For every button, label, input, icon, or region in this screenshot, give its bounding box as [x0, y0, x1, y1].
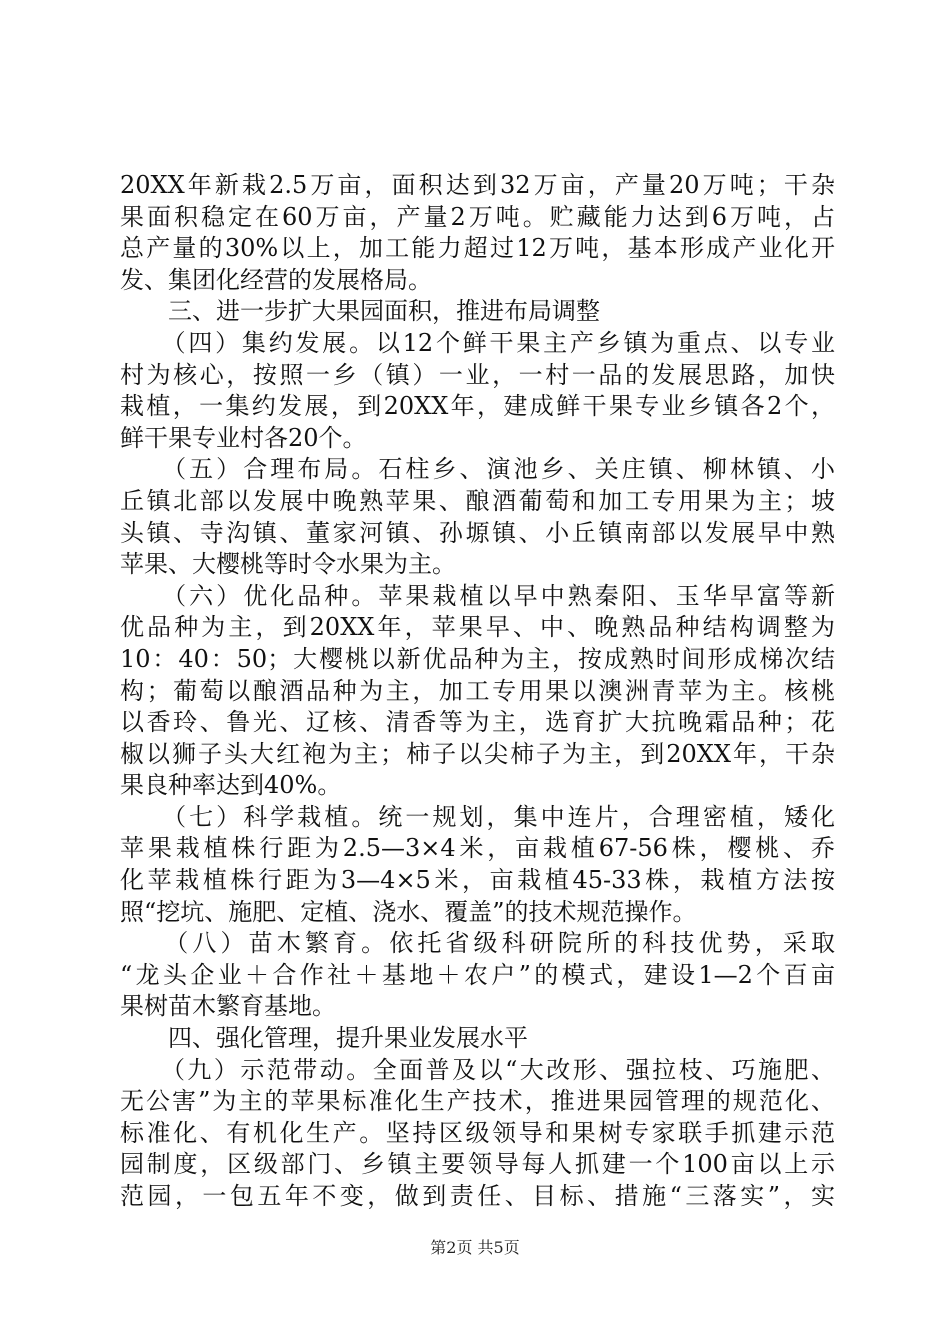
text-line: 无公害”为主的苹果标准化生产技术，推进果园管理的规范化、	[120, 1087, 835, 1116]
text-line: 化苹栽植株行距为3—4×5米，亩栽植45-33株，栽植方法按	[120, 866, 835, 895]
text-line: （四）集约发展。以12个鲜干果主产乡镇为重点、以专业	[120, 328, 835, 357]
section-heading: 四、强化管理，提升果业发展水平	[120, 1024, 528, 1053]
text-line: 园制度，区级部门、乡镇主要领导每人抓建一个100亩以上示	[120, 1150, 835, 1179]
text-line: （八）苗木繁育。依托省级科研院所的科技优势，采取	[120, 929, 835, 958]
text-line: 苹果栽植株行距为2.5—3×4米，亩栽植67-56株，樱桃、乔	[120, 834, 835, 863]
text-line: 果良种率达到40%。	[120, 771, 342, 800]
text-line: 标准化、有机化生产。坚持区级领导和果树专家联手抓建示范	[120, 1118, 835, 1147]
text-line: 照“挖坑、施肥、定植、浇水、覆盖”的技术规范操作。	[120, 897, 697, 926]
text-line: 发、集团化经营的发展格局。	[120, 265, 432, 294]
text-line: 头镇、寺沟镇、董家河镇、孙塬镇、小丘镇南部以发展早中熟	[120, 518, 835, 547]
text-line: 优品种为主，到20XX年，苹果早、中、晚熟品种结构调整为	[120, 613, 835, 642]
text-line: 栽植，一集约发展，到20XX年，建成鲜干果专业乡镇各2个，	[120, 392, 835, 421]
text-line: 10：40：50；大樱桃以新优品种为主，按成熟时间形成梯次结	[120, 644, 835, 673]
text-line: 椒以狮子头大红袍为主；柿子以尖柿子为主，到20XX年，干杂	[120, 739, 835, 768]
text-line: （六）优化品种。苹果栽植以早中熟秦阳、玉华早富等新	[120, 581, 835, 610]
text-line: 果树苗木繁育基地。	[120, 992, 336, 1021]
text-line: 丘镇北部以发展中晚熟苹果、酿酒葡萄和加工专用果为主；坡	[120, 486, 835, 515]
text-line: 果面积稳定在60万亩，产量2万吨。贮藏能力达到6万吨，占	[120, 202, 835, 231]
text-line: “龙头企业＋合作社＋基地＋农户”的模式，建设1—2个百亩	[120, 960, 835, 989]
text-line: 村为核心，按照一乡（镇）一业，一村一品的发展思路，加快	[120, 360, 835, 389]
text-line: 总产量的30%以上，加工能力超过12万吨，基本形成产业化开	[120, 234, 835, 263]
section-heading: 三、进一步扩大果园面积，推进布局调整	[120, 297, 600, 326]
page-number-footer: 第2页 共5页	[430, 1238, 520, 1257]
text-line: 苹果、大樱桃等时令水果为主。	[120, 550, 456, 579]
text-line: （九）示范带动。全面普及以“大改形、强拉枝、巧施肥、	[120, 1055, 835, 1084]
text-line: （七）科学栽植。统一规划，集中连片，合理密植，矮化	[120, 802, 835, 831]
text-line: 以香玲、鲁光、辽核、清香等为主，选育扩大抗晚霜品种；花	[120, 708, 835, 737]
text-line: 范园，一包五年不变，做到责任、目标、措施“三落实”，实	[120, 1182, 835, 1210]
text-line: （五）合理布局。石柱乡、演池乡、关庄镇、柳林镇、小	[120, 455, 835, 484]
text-line: 20XX年新栽2.5万亩，面积达到32万亩，产量20万吨；干杂	[120, 171, 835, 199]
text-line: 鲜干果专业村各20个。	[120, 423, 367, 452]
text-line: 构；葡萄以酿酒品种为主，加工专用果以澳洲青苹为主。核桃	[120, 676, 835, 705]
document-body	[120, 170, 835, 1213]
